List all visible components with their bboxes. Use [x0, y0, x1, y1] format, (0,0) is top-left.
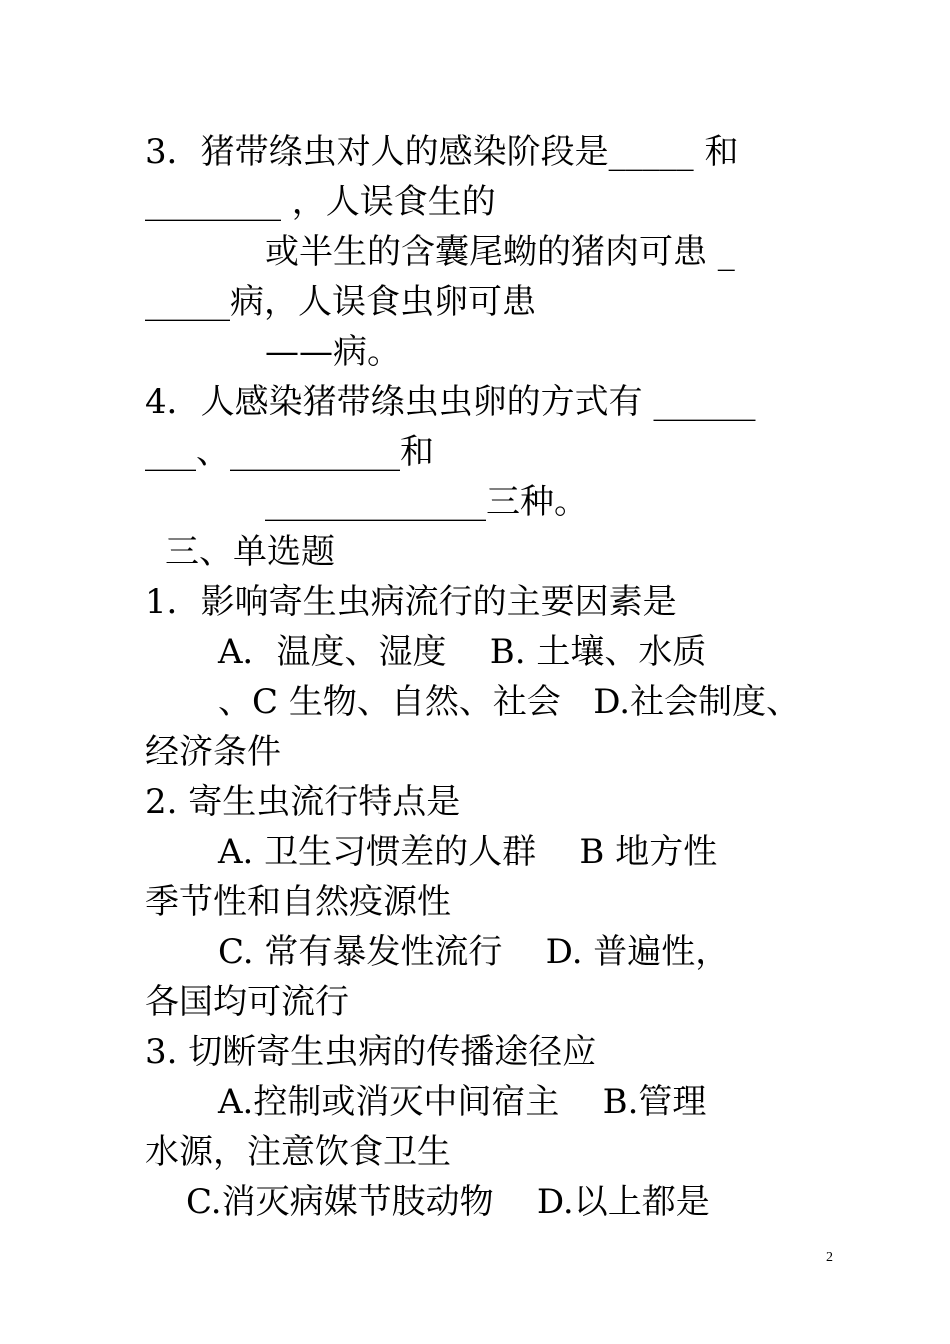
mc3-options-line-3: C.消灭病媒节肢动物 D.以上都是: [186, 1182, 710, 1222]
mc1-options-line-3: 经济条件: [145, 732, 281, 772]
mc1-options-line-1: A．温度、湿度 B. 土壤、水质: [218, 632, 707, 672]
mc2-options-line-1: A. 卫生习惯差的人群 B 地方性: [218, 832, 718, 872]
q4-line-3: _____________三种。: [265, 482, 588, 522]
mc2-question: 2. 寄生虫流行特点是: [145, 782, 461, 822]
q3-line-5: ——病。: [265, 332, 401, 372]
mc2-options-line-4: 各国均可流行: [145, 982, 349, 1022]
q4-line-2: ___、__________和: [145, 432, 434, 472]
mc2-options-line-2: 季节性和自然疫源性: [145, 882, 451, 922]
mc3-options-line-2: 水源，注意饮食卫生: [145, 1132, 451, 1172]
q4-line-1: 4．人感染猪带绦虫虫卵的方式有 ______: [145, 382, 756, 422]
q3-line-3: 或半生的含囊尾蚴的猪肉可患 _: [265, 232, 735, 272]
mc1-question: 1．影响寄生虫病流行的主要因素是: [145, 582, 677, 622]
q3-line-4: _____病，人误食虫卵可患: [145, 282, 536, 322]
mc2-options-line-3: C. 常有暴发性流行 D. 普遍性，: [218, 932, 730, 972]
mc3-options-line-1: A.控制或消灭中间宿主 B.管理: [218, 1082, 707, 1122]
q3-line-1: 3．猪带绦虫对人的感染阶段是_____ 和: [145, 132, 739, 172]
mc3-question: 3. 切断寄生虫病的传播途径应: [145, 1032, 597, 1072]
section-heading: 三、单选题: [165, 532, 335, 572]
mc1-options-line-2: 、C 生物、自然、社会 D.社会制度、: [218, 682, 801, 722]
page-number: 2: [826, 1250, 833, 1265]
q3-line-2: ________ ，人误食生的: [145, 182, 496, 222]
